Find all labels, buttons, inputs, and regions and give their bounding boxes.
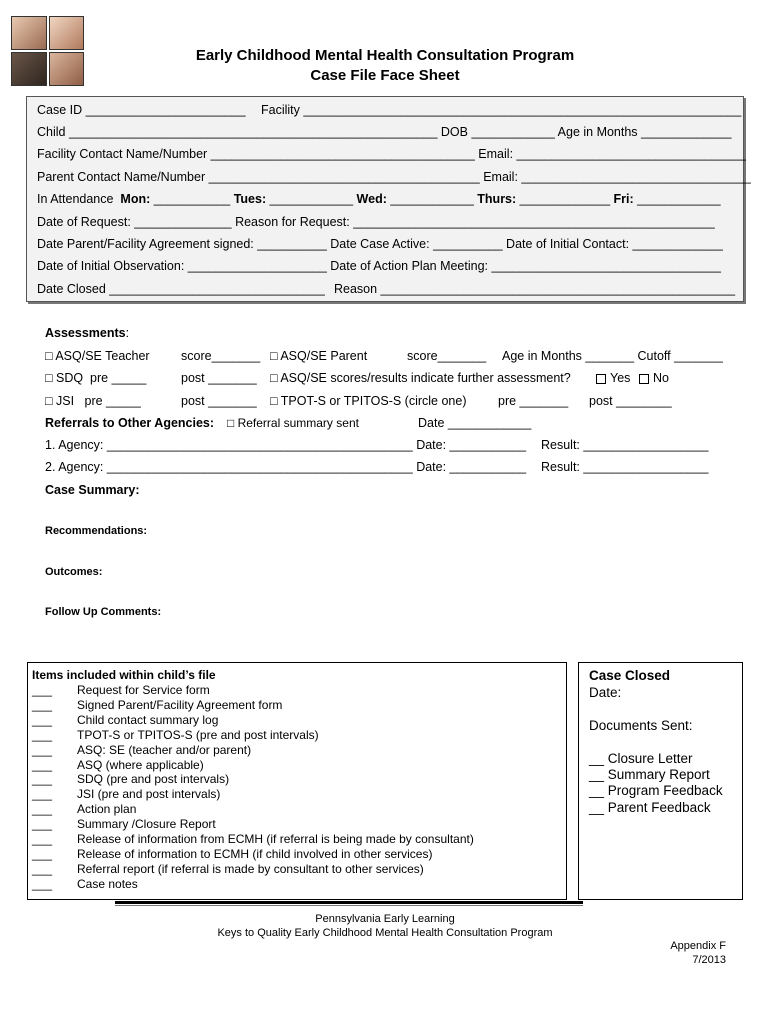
file-item-row[interactable] xyxy=(32,832,474,846)
logo-photo-1 xyxy=(11,16,47,50)
file-item-row[interactable] xyxy=(32,877,138,891)
file-item-row[interactable] xyxy=(32,817,216,831)
thurs-field[interactable]: _____________ xyxy=(519,192,611,206)
case-summary-heading: Case Summary: xyxy=(45,483,140,497)
yes-option[interactable]: Yes xyxy=(596,371,630,385)
file-item-check-blank[interactable]: ___ xyxy=(32,787,53,802)
file-item-label: JSI (pre and post intervals) xyxy=(77,787,221,802)
file-item-check-blank[interactable]: ___ xyxy=(32,742,53,757)
file-item-row[interactable] xyxy=(32,772,229,786)
file-item-row[interactable] xyxy=(32,787,220,801)
file-item-check-blank[interactable]: ___ xyxy=(32,817,53,832)
file-item-row[interactable] xyxy=(32,683,210,697)
file-item-check-blank[interactable]: ___ xyxy=(32,876,53,891)
footer-line-2: Keys to Quality Early Childhood Mental Health Consultation Program xyxy=(217,927,553,939)
attendance-row xyxy=(37,192,721,206)
reason-closed-field[interactable]: Reason ___________________________________________________ xyxy=(334,282,736,296)
further-assessment-checkbox[interactable]: □ ASQ/SE scores/results indicate further assessment? xyxy=(270,371,571,385)
yes-checkbox-icon xyxy=(596,374,606,384)
agency-2-result[interactable]: Result: __________________ xyxy=(541,460,709,474)
agreement-dates-row[interactable]: Date Parent/Facility Agreement signed: __________ Date Case Active: __________ Date of Initial Contact: _____________ xyxy=(37,237,723,251)
facility-contact-field[interactable]: Facility Contact Name/Number ______________________________________ Email: _________________________________ xyxy=(37,147,746,161)
tpot-post-field[interactable]: post ________ xyxy=(589,394,672,408)
child-dob-age-field[interactable]: Child _____________________________________________________ DOB ____________ Age in Months _____________ xyxy=(37,125,732,139)
tues-label: Tues: xyxy=(233,192,267,206)
file-item-row[interactable] xyxy=(32,758,204,772)
logo-photo-2 xyxy=(49,16,85,50)
file-item-check-blank[interactable]: ___ xyxy=(32,846,53,861)
request-row[interactable]: Date of Request: ______________ Reason for Request: ____________________________________________________ xyxy=(37,215,715,229)
page-subtitle: Case File Face Sheet xyxy=(310,67,460,84)
outcomes-heading: Outcomes: xyxy=(45,566,103,578)
asqse-teacher-checkbox[interactable]: □ ASQ/SE Teacher xyxy=(45,349,150,363)
tues-field[interactable]: ____________ xyxy=(269,192,354,206)
file-item-label: ASQ (where applicable) xyxy=(77,757,204,772)
file-item-label: Release of information from ECMH (if referral is being made by consultant) xyxy=(77,832,474,846)
file-item-check-blank[interactable]: ___ xyxy=(32,683,53,697)
file-item-check-blank[interactable]: ___ xyxy=(32,727,53,742)
referral-date-field[interactable]: Date ____________ xyxy=(418,416,532,430)
file-item-label: Action plan xyxy=(77,802,137,817)
file-item-row[interactable] xyxy=(32,728,319,742)
asqse-teacher-score[interactable]: score_______ xyxy=(181,349,261,363)
file-item-check-blank[interactable]: ___ xyxy=(32,757,53,772)
jsi-post-field[interactable]: post _______ xyxy=(181,394,257,408)
file-item-row[interactable] xyxy=(32,743,251,757)
asqse-parent-score[interactable]: score_______ xyxy=(407,349,487,363)
file-item-check-blank[interactable]: ___ xyxy=(32,697,53,712)
closure-letter-item[interactable]: __ Closure Letter xyxy=(589,751,693,766)
file-item-row[interactable] xyxy=(32,698,282,712)
file-item-row[interactable] xyxy=(32,847,432,861)
case-id-field[interactable]: Case ID _______________________ xyxy=(37,103,246,117)
file-item-label: Release of information to ECMH (if child involved in other services) xyxy=(77,846,433,861)
file-item-label: Case notes xyxy=(77,876,138,891)
file-item-check-blank[interactable]: ___ xyxy=(32,861,53,876)
wed-label: Wed: xyxy=(356,192,387,206)
file-item-check-blank[interactable]: ___ xyxy=(32,832,53,846)
referrals-heading: Referrals to Other Agencies: xyxy=(45,416,215,430)
jsi-pre-checkbox[interactable]: □ JSI pre _____ xyxy=(45,394,141,408)
file-item-label: Summary /Closure Report xyxy=(77,817,216,832)
case-closed-date[interactable]: Date: xyxy=(589,685,622,700)
file-item-check-blank[interactable]: ___ xyxy=(32,712,53,727)
program-feedback-item[interactable]: __ Program Feedback xyxy=(589,783,723,798)
wed-field[interactable]: ____________ xyxy=(390,192,474,206)
parent-contact-field[interactable]: Parent Contact Name/Number _______________________________________ Email: _________________________________ xyxy=(37,170,751,184)
summary-report-item[interactable]: __ Summary Report xyxy=(589,767,710,782)
sdq-pre-checkbox[interactable]: □ SDQ pre _____ xyxy=(45,371,147,385)
agency-2-field[interactable]: 2. Agency: ____________________________________________ Date: ___________ xyxy=(45,460,527,474)
assessments-heading: Assessments: xyxy=(45,326,130,340)
facility-field[interactable]: Facility _______________________________________________________________ xyxy=(261,103,742,117)
file-item-label: SDQ (pre and post intervals) xyxy=(77,772,230,787)
agency-1-result[interactable]: Result: __________________ xyxy=(541,438,709,452)
parent-feedback-item[interactable]: __ Parent Feedback xyxy=(589,800,711,815)
appendix-label: Appendix F xyxy=(670,940,726,952)
thurs-label: Thurs: xyxy=(477,192,517,206)
file-item-label: Request for Service form xyxy=(77,683,210,697)
no-option[interactable]: No xyxy=(639,371,669,385)
follow-up-heading: Follow Up Comments: xyxy=(45,606,162,618)
file-item-check-blank[interactable]: ___ xyxy=(32,802,53,817)
footer-rule-shadow xyxy=(115,905,583,906)
tpot-pre-field[interactable]: pre _______ xyxy=(498,394,569,408)
fri-field[interactable]: ____________ xyxy=(637,192,721,206)
age-cutoff-field[interactable]: Age in Months _______ Cutoff _______ xyxy=(502,349,723,363)
date-closed-field[interactable]: Date Closed _______________________________ xyxy=(37,282,325,296)
footer-rule xyxy=(115,901,583,904)
case-closed-heading: Case Closed xyxy=(589,668,671,683)
recommendations-heading: Recommendations: xyxy=(45,525,148,537)
asqse-parent-checkbox[interactable]: □ ASQ/SE Parent xyxy=(270,349,368,363)
tpot-checkbox[interactable]: □ TPOT-S or TPITOS-S (circle one) xyxy=(270,394,467,408)
file-item-check-blank[interactable]: ___ xyxy=(32,772,53,787)
documents-sent-label: Documents Sent: xyxy=(589,718,693,733)
file-item-row[interactable] xyxy=(32,862,424,876)
fri-label: Fri: xyxy=(613,192,634,206)
file-item-label: Child contact summary log xyxy=(77,712,219,727)
file-item-label: Signed Parent/Facility Agreement form xyxy=(77,697,283,712)
items-heading: Items included within child’s file xyxy=(32,668,216,682)
mon-label: Mon: xyxy=(120,192,151,206)
file-item-label: ASQ: SE (teacher and/or parent) xyxy=(77,742,252,757)
page-title: Early Childhood Mental Health Consultation Program xyxy=(195,47,575,64)
sdq-post-field[interactable]: post _______ xyxy=(181,371,257,385)
referral-sent-checkbox[interactable]: □ Referral summary sent xyxy=(227,416,359,430)
no-checkbox-icon xyxy=(639,374,649,384)
file-item-label: Referral report (if referral is made by consultant to other services) xyxy=(77,861,424,876)
footer-date: 7/2013 xyxy=(692,954,726,966)
file-item-label: TPOT-S or TPITOS-S (pre and post intervals) xyxy=(77,727,319,742)
observation-dates-row[interactable]: Date of Initial Observation: ____________________ Date of Action Plan Meeting: _________________________________ xyxy=(37,259,721,273)
footer-line-1: Pennsylvania Early Learning xyxy=(315,913,455,925)
file-item-row[interactable] xyxy=(32,802,136,816)
agency-1-field[interactable]: 1. Agency: ____________________________________________ Date: ___________ xyxy=(45,438,527,452)
mon-field[interactable]: ___________ xyxy=(153,192,231,206)
attendance-label: In Attendance xyxy=(37,192,114,206)
file-item-row[interactable] xyxy=(32,713,218,727)
